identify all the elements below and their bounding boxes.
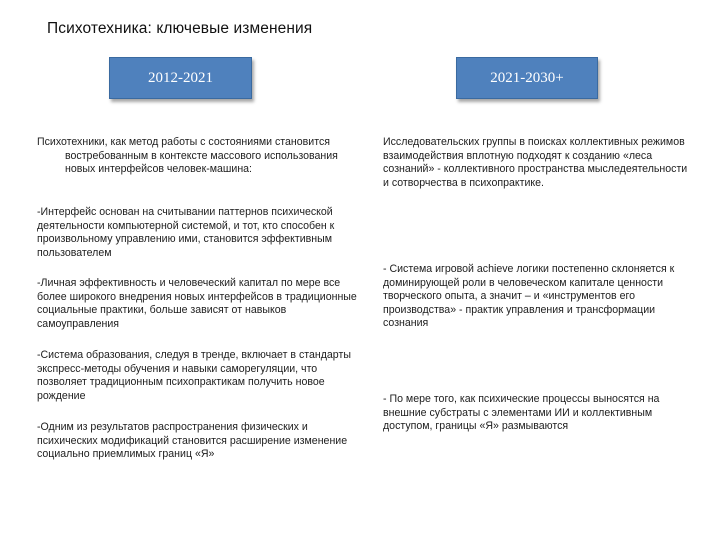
period-label-left: 2012-2021 (148, 69, 213, 86)
left-paragraph-education: -Система образования, следуя в тренде, включает в стандарты экспресс-методы обучения и навыки саморегуляции, что позволяет традиционным психопрактикам получить новое рождение (37, 349, 351, 402)
period-box-2021-2030 (456, 57, 598, 99)
period-label-right: 2021-2030+ (490, 69, 564, 86)
left-paragraph-interface: -Интерфейс основан на считывании паттернов психической деятельности компьютерной системой, и тот, кто способен к произвольному управлению ими, становится эффективным пользователем (37, 206, 335, 259)
left-paragraph-boundaries: -Одним из результатов распространения физических и психических модификаций становится расширение изменение социально приемлимых границ «Я» (37, 421, 348, 461)
right-paragraph-self-boundaries: - По мере того, как психические процессы выносятся на внешние субстраты с элементами ИИ и коллективным доступом, границы «Я» размываются (383, 393, 660, 433)
slide-title: Психотехника: ключевые изменения (47, 20, 313, 37)
period-box-2012-2021 (109, 57, 252, 99)
right-paragraph-achieve: - Система игровой achieve логики постепенно склоняется к доминирующей роли в человеческом капитале ценности творческого опыта, а значит – и «инструментов его производства» - практик управления и трансформации сознания (383, 263, 675, 330)
left-paragraph-efficiency: -Личная эффективность и человеческий капитал по мере все более широкого внедрения новых интерфейсов в традиционные социальные практики, больше зависят от навыков самоуправления (37, 277, 357, 330)
left-paragraph-intro: Психотехники, как метод работы с состояниями становится востребованным в контексте массового использования новых интерфейсов человек-машина: (37, 136, 338, 176)
right-paragraph-research: Исследовательских группы в поисках коллективных режимов взаимодействия вплотную подходят к созданию «леса сознаний» - коллективного пространства мыследеятельности и сотворчества в психопрактике. (383, 136, 688, 189)
